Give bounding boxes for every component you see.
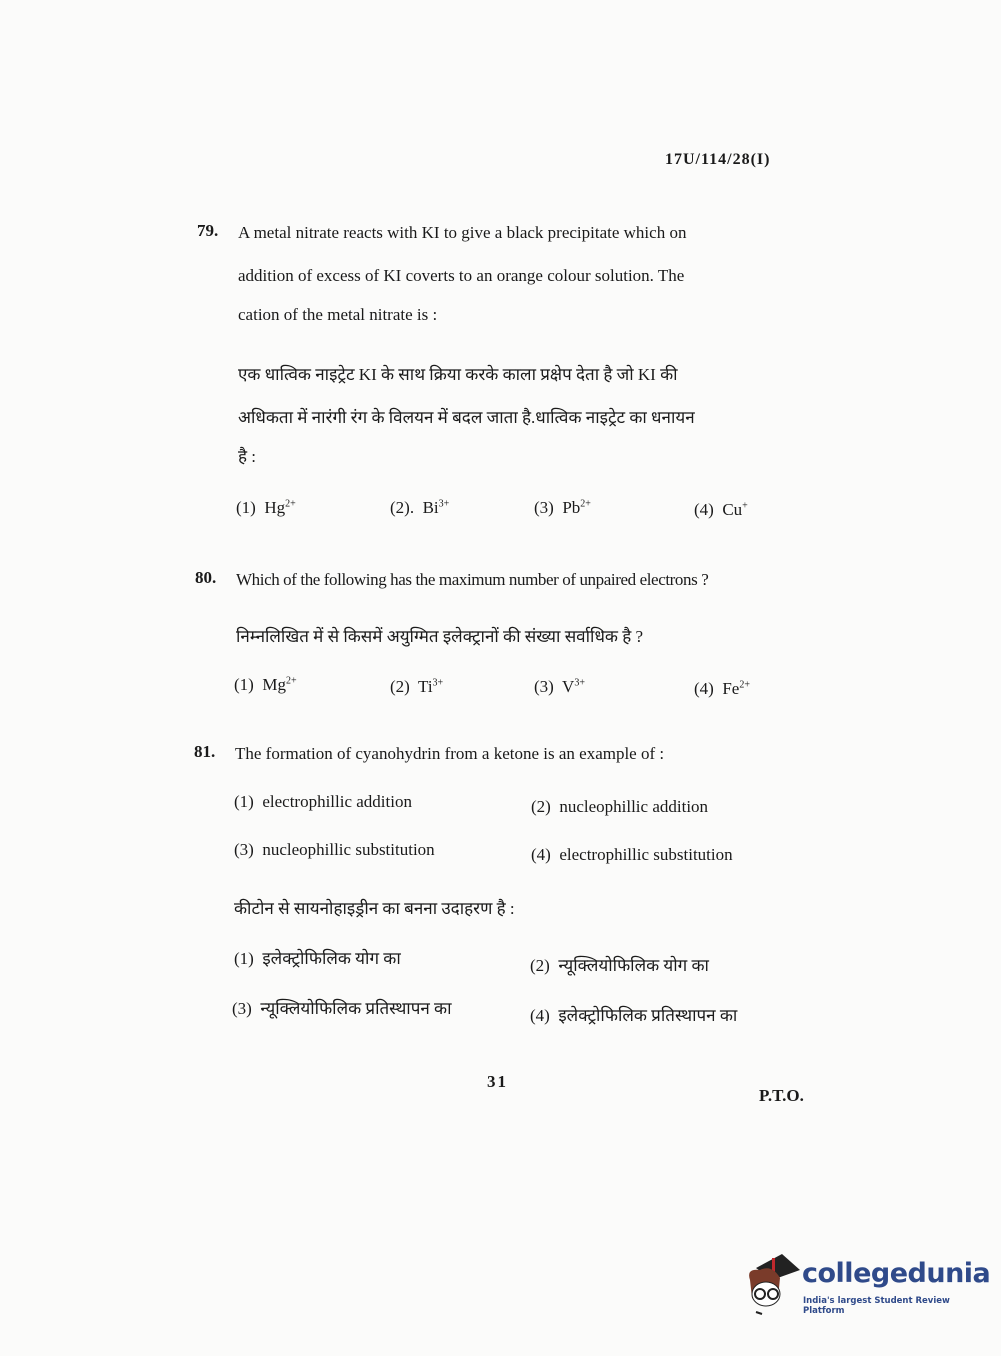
question-text-hi: है : [238, 447, 257, 466]
option: (2). $Bi^{3+}$ [390, 498, 450, 517]
collegedunia-logo [742, 1250, 991, 1322]
question-number: 80. [195, 568, 217, 587]
question-text-en: addition of excess of KI coverts to an orange colour solution. The [238, 266, 685, 285]
option: (4) $Fe^{2+}$ [694, 679, 750, 698]
option: (4) इलेक्ट्रोफिलिक प्रतिस्थापन का [530, 1006, 738, 1025]
option: (1) $Hg^{2+}$ [236, 498, 296, 517]
option: (3) $Pb^{2+}$ [534, 498, 591, 517]
option: (3) न्यूक्लियोफिलिक प्रतिस्थापन का [232, 999, 452, 1018]
option: (3) $V^{3+}$ [534, 677, 585, 696]
question-number: 81. [194, 742, 216, 761]
option: (3) nucleophillic substitution [234, 840, 435, 859]
option: (2) $Ti^{3+}$ [390, 677, 444, 696]
pto-label: P.T.O. [759, 1086, 804, 1105]
question-text-en: cation of the metal nitrate is : [238, 305, 438, 324]
question-text-en: The formation of cyanohydrin from a ketone is an example of : [235, 744, 665, 763]
brand-name: collegedunia [802, 1258, 991, 1289]
option: (4) Cu+ [694, 500, 748, 519]
option: (1) electrophillic addition [234, 792, 412, 811]
question-text-en: Which of the following has the maximum number of unpaired electrons ? [236, 570, 709, 589]
question-text-hi: एक धात्विक नाइट्रेट KI के साथ क्रिया करके काला प्रक्षेप देता है जो KI की [238, 365, 678, 384]
option: (2) nucleophillic addition [531, 797, 709, 816]
question-text-hi: अधिकता में नारंगी रंग के विलयन में बदल जाता है.धात्विक नाइट्रेट का धनायन [238, 408, 695, 427]
option: (4) electrophillic substitution [531, 845, 733, 864]
question-text-en: A metal nitrate reacts with KI to give a black precipitate which on [238, 223, 687, 242]
option: (2) न्यूक्लियोफिलिक योग का [530, 956, 709, 975]
page-number: 31 [487, 1072, 508, 1091]
question-text-hi: कीटोन से सायनोहाइड्रीन का बनना उदाहरण है : [234, 899, 515, 918]
brand-tagline: India's largest Student Review Platform [803, 1296, 950, 1316]
mascot-icon [742, 1250, 800, 1318]
question-number: 79. [197, 221, 219, 240]
paper-code: 17U/114/28(I) [665, 151, 771, 168]
option: (1) $Mg^{2+}$ [234, 675, 297, 694]
question-text-hi: निम्नलिखित में से किसमें अयुग्मित इलेक्ट्रानों की संख्या सर्वाधिक है ? [236, 627, 644, 646]
option: (1) इलेक्ट्रोफिलिक योग का [234, 949, 401, 968]
